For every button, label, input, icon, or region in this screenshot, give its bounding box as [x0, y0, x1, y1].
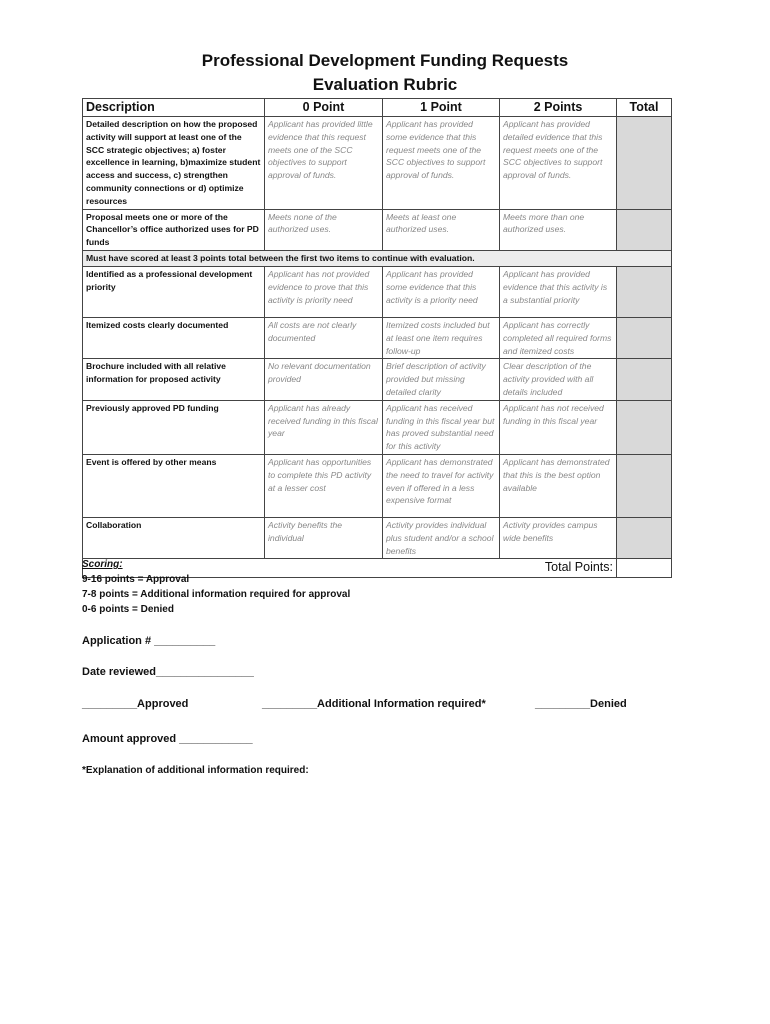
header-description: Description	[83, 99, 265, 117]
criterion-2: Clear description of the activity provided with all details included	[500, 359, 617, 400]
criterion-2: Activity provides campus wide benefits	[500, 517, 617, 558]
scoring-additional: 7-8 points = Additional information required for approval	[82, 589, 351, 600]
row-description: Brochure included with all relative information for proposed activity	[83, 359, 265, 400]
criterion-2: Applicant has correctly completed all required forms and itemized costs	[500, 317, 617, 358]
criterion-2: Applicant has demonstrated that this is the best option available	[500, 454, 617, 517]
criterion-0: Activity benefits the individual	[265, 517, 383, 558]
total-cell[interactable]	[617, 266, 672, 317]
denied-field[interactable]: _________Denied	[535, 698, 627, 710]
criterion-1: Applicant has provided some evidence that this request meets one of the SCC objectives to support approval of funds.	[383, 117, 500, 210]
criterion-2: Meets more than one authorized uses.	[500, 209, 617, 250]
table-row	[83, 400, 672, 454]
criterion-0: Applicant has already received funding in this fiscal year	[265, 400, 383, 454]
criterion-1: Activity provides individual plus student and/or a school benefits	[383, 517, 500, 558]
page-title: Professional Development Funding Requests	[201, 51, 569, 70]
application-number-field[interactable]: Application # __________	[82, 635, 216, 647]
criterion-2: Applicant has not received funding in this fiscal year	[500, 400, 617, 454]
criterion-0: Meets none of the authorized uses.	[265, 209, 383, 250]
amount-approved-field[interactable]: Amount approved ____________	[82, 733, 253, 745]
total-cell[interactable]	[617, 209, 672, 250]
header-row	[83, 99, 672, 117]
header-total: Total	[617, 99, 672, 117]
table-row	[83, 317, 672, 358]
total-cell[interactable]	[617, 359, 672, 400]
row-description: Event is offered by other means	[83, 454, 265, 517]
table-row	[83, 517, 672, 558]
table-row	[83, 117, 672, 210]
total-cell[interactable]	[617, 517, 672, 558]
criterion-0: Applicant has not provided evidence to prove that this activity is priority need	[265, 266, 383, 317]
scoring-approval: 9-16 points = Approval	[82, 574, 190, 585]
criterion-1: Brief description of activity provided but missing detailed clarity	[383, 359, 500, 400]
explanation-label: *Explanation of additional information required:	[82, 765, 309, 776]
row-description: Itemized costs clearly documented	[83, 317, 265, 358]
banner-row	[83, 250, 672, 266]
total-cell[interactable]	[617, 117, 672, 210]
table-row	[83, 209, 672, 250]
row-description: Previously approved PD funding	[83, 400, 265, 454]
table-row	[83, 266, 672, 317]
criterion-2: Applicant has provided detailed evidence that this request meets one of the SCC objectives to support approval of funds.	[500, 117, 617, 210]
approved-field[interactable]: _________Approved	[82, 698, 189, 710]
criterion-1: Applicant has provided some evidence that this activity is a priority need	[383, 266, 500, 317]
total-points-label: Total Points:	[83, 559, 617, 578]
date-reviewed-field[interactable]: Date reviewed________________	[82, 666, 254, 678]
total-cell[interactable]	[617, 400, 672, 454]
criterion-0: All costs are not clearly documented	[265, 317, 383, 358]
criterion-1: Applicant has demonstrated the need to travel for activity even if offered in a less expensive format	[383, 454, 500, 517]
criterion-2: Applicant has provided evidence that this activity is a substantial priority	[500, 266, 617, 317]
additional-info-field[interactable]: _________Additional Information required*	[262, 698, 486, 710]
header-1-point: 1 Point	[383, 99, 500, 117]
scoring-title: Scoring:	[82, 559, 123, 570]
criterion-1: Meets at least one authorized uses.	[383, 209, 500, 250]
row-description: Identified as a professional development priority	[83, 266, 265, 317]
table-row	[83, 359, 672, 400]
criterion-1: Applicant has received funding in this fiscal year but has proved substantial need for this activity	[383, 400, 500, 454]
page-subtitle: Evaluation Rubric	[312, 75, 458, 94]
header-2-points: 2 Points	[500, 99, 617, 117]
rubric-table	[82, 98, 672, 578]
criterion-0: Applicant has opportunities to complete this PD activity at a lesser cost	[265, 454, 383, 517]
row-description: Proposal meets one or more of the Chancellor’s office authorized uses for PD funds	[83, 209, 265, 250]
row-description: Collaboration	[83, 517, 265, 558]
total-cell[interactable]	[617, 454, 672, 517]
criterion-0: Applicant has provided little evidence that this request meets one of the SCC objectives to support approval of funds.	[265, 117, 383, 210]
header-0-point: 0 Point	[265, 99, 383, 117]
scoring-denied: 0-6 points = Denied	[82, 604, 174, 615]
total-cell[interactable]	[617, 317, 672, 358]
row-description: Detailed description on how the proposed activity will support at least one of the SCC strategic objectives; a) foster excellence in learning, b)maximize student access and success, c) strengthen community connections or d) optimize resources	[83, 117, 265, 210]
criterion-1: Itemized costs included but at least one item requires follow-up	[383, 317, 500, 358]
criterion-0: No relevant documentation provided	[265, 359, 383, 400]
table-row	[83, 454, 672, 517]
continuation-note: Must have scored at least 3 points total between the first two items to continue with evaluation.	[83, 250, 672, 266]
total-points-cell[interactable]	[617, 559, 672, 578]
